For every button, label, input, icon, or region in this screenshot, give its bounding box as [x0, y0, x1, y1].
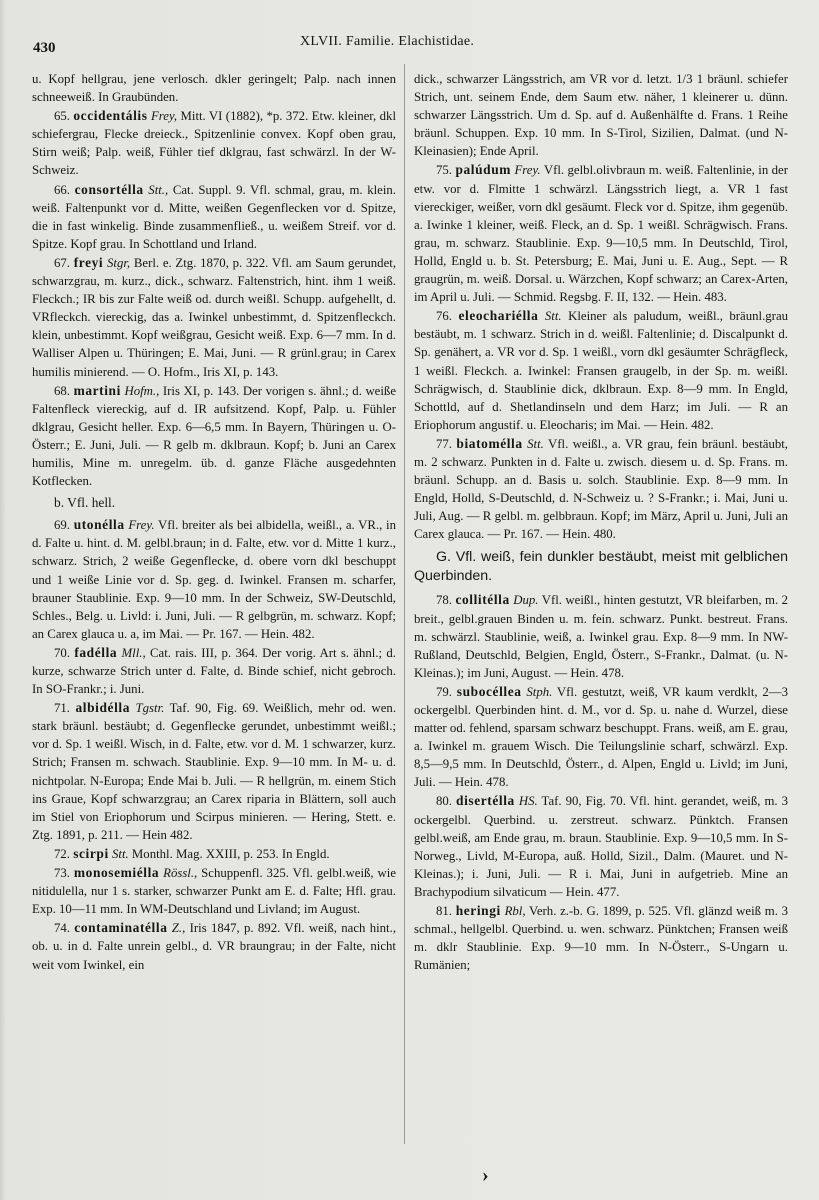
author-name: Frey,	[150, 109, 178, 124]
species-entry	[32, 699, 396, 844]
species-entry	[414, 591, 788, 681]
species-name: collitélla	[455, 592, 510, 608]
species-name: monosemiélla	[73, 865, 160, 881]
species-name: disertélla	[456, 793, 515, 809]
author-name: Stt.	[544, 309, 562, 324]
author-name: Stgr,	[107, 255, 131, 270]
species-entry	[32, 254, 396, 381]
species-name: consortélla	[74, 181, 144, 197]
author-name: Dup.	[513, 593, 539, 608]
author-name: Rbl,	[504, 904, 526, 919]
entry-number: 65.	[54, 109, 70, 124]
entry-text: Taf. 90, Fig. 70. Vfl. hint. gerandet, weiß, m. 3 ockergelbl. Querbind. u. zerstreut. schwarz. Pünktch. Fransen gelbl.weiß, am Ende grau, m. braun. Staublinie. Exp. 9—10,5 mm. In S-Norweg., Livld, M-Europa, auß. Holld, Sizil., Dalm. (Mauret. und N-Kleinas.); i. Juni, Juli. — R i. Mai, Juni in aufgetrieb. Mine an Brachypodium silvaticum — Hein. 477.	[414, 794, 789, 899]
entry-text: Vfl. weißl., hinten gestutzt, VR bleifarben, m. 2 breit., gelbl.grauen Binden u. m. fein. schwarz. Punkt. bestreut. Frans. m. schwärzl. Staublinie, weiß, a. Iwinkel grau. Exp. 8—9 mm. In NW-Rußland, Deutschld, Belgien, Engld, Österr., S-Frankr., Dalmat. (u. N-Kleinas.); im Juni, August. — Hein. 478.	[414, 593, 789, 680]
left-column	[32, 70, 396, 975]
species-name: eleochariélla	[458, 308, 539, 324]
entry-number: 67.	[54, 255, 70, 270]
entry-number: 79.	[436, 684, 452, 699]
species-entry	[414, 307, 788, 434]
page-number: 430	[33, 40, 56, 56]
species-entry	[32, 382, 396, 491]
running-title: XLVII. Familie. Elachistidae.	[300, 34, 475, 49]
entry-text: Cat. rais. III, p. 364. Der vorig. Art s. ähnl.; d. kurze, schwarze Strich unter d. Falte, d. Binde schief, nicht gebroch. In SO-Frankr.; i. Juni.	[32, 645, 396, 697]
author-name: Tgstr.	[135, 701, 165, 716]
entry-number: 73.	[54, 866, 70, 881]
species-entry	[414, 70, 788, 160]
entry-text: u. Kopf hellgrau, jene verlosch. dkler geringelt; Palp. nach innen schneeweiß. In Graubünden.	[32, 72, 396, 105]
author-name: HS.	[518, 794, 538, 809]
species-name: heringi	[455, 903, 501, 919]
species-entry	[32, 181, 396, 253]
species-name: fadélla	[74, 644, 118, 660]
entry-text: dick., schwarzer Längsstrich, am VR vor d. letzt. 1/3 1 bräunl. schiefer Strich, unt. seinem Ende, dem Saum etw. näher, 1 kleinerer u. dünn. schwarzer Längsstrich. Um d. Sp. auf d. Außenhälfte d. Frans. 1 Reihe bräunl. Schuppen. Exp. 10 mm. In S-Tirol, Sizilien, Dalmat. (und N-Kleinasien); Ende April.	[414, 72, 788, 159]
species-entry	[32, 516, 396, 643]
entry-text: Vfl. gestutzt, weiß, VR kaum verdklt, 2—3 ockergelbl. Querbinden hint. d. M., vor d. Sp. u. nahe d. Wurzel, diese matter od. fehlend, sparsam schwarz beschuppt. Frans. weiß, am E. grau, a. Iwinkel m. grauem Wisch. Die Teilungslinie scharf, schwärzl. Exp. 8,5—9,5 mm. In Deutschld, Österr., d. Alpen, Engld u. Livld; im Juni, Juli. — Hein. 478.	[414, 684, 788, 790]
column-divider	[404, 64, 405, 1144]
entry-number: 68.	[54, 383, 70, 398]
section-heading: G. Vfl. weiß, fein dunkler bestäubt, meist mit gelblichen Querbinden.	[414, 549, 788, 585]
author-name: Frey.	[128, 518, 155, 533]
entry-number: 81.	[436, 904, 452, 919]
species-entry	[32, 70, 396, 106]
species-name: utonélla	[73, 517, 125, 533]
author-name: Stph.	[526, 684, 553, 699]
species-entry	[32, 644, 396, 698]
entry-number: 69.	[54, 518, 70, 533]
entry-text: Mitt. VI (1882), *p. 372. Etw. kleiner, dkl schiefergrau, Flecke dreieck., Spitzenlinie convex. Kopf oben grau, Stirn weiß; Palp. weiß, Fühler tief dklgrau, fast schwärzl. In der W-Schweiz.	[32, 109, 396, 178]
species-name: palúdum	[455, 162, 511, 178]
entry-text: Berl. e. Ztg. 1870, p. 322. Vfl. am Saum gerundet, schwarzgrau, m. kurz., dick., schwarz. Faltenstrich, hint. ihm 1 weiß. Fleckch.; IR bis zur Falte weiß od. durch weißl. Schupp. aufgehellt, d. VRfleckch. viereckig, das a. Iwinkel unbestimmt, d. Spitzenfleckch. klein, unbestimmt. Kopf weißgrau, Gesicht weiß. Exp. 6—7 mm. In d. Walliser Alpen u. Thüringen; E. Mai, Juni. — R grünl.grau; in Carex humilis minierend. — O. Hofm., Iris XI, p. 143.	[32, 255, 397, 379]
entry-number: 75.	[436, 163, 452, 178]
species-name: contaminatélla	[74, 920, 168, 936]
entry-number: 70.	[54, 645, 70, 660]
species-entry	[414, 902, 788, 974]
entry-text: Vfl. weißl., a. VR grau, fein bräunl. bestäubt, m. 2 schwarz. Punkten in d. Falte u. zwisch. diesem u. d. Sp. Frans. m. bräunl. Schupp. an d. Basis u. solch. Staublinie. Exp. 8—9 mm. In Engld, Holld, S-Deutschld, d. N-Schweiz u. ? S-Frankr.; i. Mai, Juni u. Juli, Aug. — R gelbl. m. gelbbraun. Kopf; im März, April u. Juni, Juli an Carex glauca. — Pr. 167. — Hein. 480.	[414, 436, 788, 542]
species-entry	[414, 161, 788, 306]
author-name: Rössl.,	[163, 866, 198, 881]
entry-text: Monthl. Mag. XXIII, p. 253. In Engld.	[131, 846, 330, 861]
entry-number: 76.	[436, 309, 452, 324]
species-name: albidélla	[75, 700, 131, 716]
species-entry	[32, 107, 396, 179]
species-entry	[32, 845, 396, 863]
entry-number: 71.	[54, 701, 70, 716]
species-entry	[414, 683, 788, 792]
right-column	[414, 70, 788, 975]
entry-text: Vfl. gelbl.olivbraun m. weiß. Faltenlinie, in der etw. vor d. Flmitte 1 schwärzl. Längsstrich liegt, a. VR 1 fast viereckiger, weißer, vorn dkl gesäumt. Fleck vor d. Spitze, ihm gegenüb. a. Iwinke 1 kleiner, weiß. Fleck, an d. Sp. 1 weißl. Schrägwisch. Frans. grau, m. schwarz. Staublinie. Exp. 9—10,5 mm. In Deutschld, Tirol, Holld, Engld u. b. St. Petersburg; E. Mai, Juni u. E. Aug., Sept. — R graugrün, m. weiß. Dorsal. u. Wärzchen, Kopf schwarz; an Carex-Arten, im April u. Juli. — Schmid. Regsbg. F. II, 132. — Hein. 483.	[414, 163, 788, 305]
entry-number: 80.	[436, 794, 452, 809]
author-name: Hofm.,	[124, 383, 160, 398]
entry-number: 66.	[54, 182, 70, 197]
entry-text: Cat. Suppl. 9. Vfl. schmal, grau, m. klein. weiß. Faltenpunkt vor d. Mitte, weißen Gegenflecken vor d. Spitze, die in fast winkelig. Binde zusammenfließ., u. weißem Streif. vor d. Spitze. Kopf grau. In Schottland und Irland.	[32, 182, 397, 251]
signature-mark: ›	[482, 1164, 489, 1186]
section-heading: b. Vfl. hell.	[54, 495, 116, 511]
author-name: Stt.,	[148, 182, 169, 197]
entry-number: 77.	[436, 436, 452, 451]
entry-text: Iris XI, p. 143. Der vorigen s. ähnl.; d. weiße Faltenfleck viereckig, auf d. IR aufsitzend. Kopf, Palp. u. Fühler dklgrau, Gesicht heller. Exp. 6—6,5 mm. In Bayern, Thüringen u. O-Österr.; E. Juni, Juli. — R gelb m. dklbraun. Kopf; b. Juni an Carex humilis, Mine m. unregelm. üb. d. ganze Fläche ausgedehnten Kotflecken.	[32, 383, 397, 489]
entry-text: Verh. z.-b. G. 1899, p. 525. Vfl. glänzd weiß m. 3 schmal., hellgelbl. Querbind. u. wen. schwarz. Pünktchen; Fransen weiß m. dklr Staublinie. Exp. 9—10 mm. In N-Österr., S-Ungarn u. Rumänien;	[414, 904, 789, 973]
species-name: occidentális	[73, 108, 148, 124]
entry-text: Kleiner als paludum, weißl., bräunl.grau bestäubt, m. 1 schwarz. Strich in d. weißl. Faltenlinie; d. Discalpunkt d. Sp. genähert, a. VR vor d. Sp. 1 weißl., vorn dkl gesäumter Schrägfleck, 1 weißl. Fleckch. a. Iwinkel: Fransen graugelb, in der Sp. m. weißl. Schrägwisch, d. Staublinie dick, dklbraun. Exp. 8—9 mm. In Engld, Schottld, auf d. Shetlandinseln und dem Harz; im Juli. — R an Eriophorum angustif. u. Eleocharis; im Mai. — Hein. 482.	[414, 309, 789, 432]
entry-number: 78.	[436, 593, 452, 608]
entry-number: 74.	[54, 921, 70, 936]
species-entry	[32, 864, 396, 918]
species-name: martini	[73, 382, 121, 398]
entry-text: Taf. 90, Fig. 69. Weißlich, mehr od. wen. stark bräunl. bestäubt; d. Gegenflecke gerundet, unbestimmt weißl.; vor d. Sp. 1 weißl. Wisch, in d. Falte, etw. vor d. M. 1 schwarzer, kurz. Strich; Fransen m. schwach. Staublinie. Exp. 9—10 mm. In M- u. d. nichtpolar. N-Europa; Ende Mai b. Juli. — R hellgrün, m. einem Stich ins Graue, Kopf schwarzgrau; an Carex riparia in Blättern, soll auch im Stiel von Eriophorum und Scirpus minieren. — Hering, Stett. e. Ztg. 1891, p. 211. — Hein 482.	[32, 701, 397, 842]
species-name: subocéllea	[456, 683, 522, 699]
species-entry	[32, 919, 396, 973]
species-entry	[414, 792, 788, 901]
species-entry	[414, 435, 788, 544]
entry-number: 72.	[54, 846, 70, 861]
species-name: freyi	[73, 254, 104, 270]
entry-text: Schuppenfl. 325. Vfl. gelbl.weiß, wie nitidulella, nur 1 s. starker, schwarzer Punkt am E. d. Falte; Hfl. grau. Exp. 10—11 mm. In WM-Deutschland und Livland; im August.	[32, 866, 397, 917]
author-name: Stt.	[112, 846, 129, 861]
species-name: scirpi	[73, 845, 109, 861]
author-name: Mll.,	[121, 645, 146, 660]
species-name: biatomélla	[456, 435, 523, 451]
author-name: Frey.	[514, 163, 541, 178]
entry-text: Vfl. breiter als bei albidella, weißl., a. VR., in d. Falte u. hint. d. M. gelbl.braun; in d. Falte, etw. vor d. Mitte 1 kurz., schwarz. Strich, 2 weiße Gegenflecke, d. obere vorn dkl beschuppt und 1 weiße Linie vor d. Sp. geg. d. Iwinkel. Fransen m. scharfer, brauner Staublinie. Exp. 9—10 mm. In der Schweiz, SW-Deutschld, Schles., Belg. u. Livld: i. Juni, Juli. — R gelbgrün, m. schwarz. Kopf; an Carex glauca u. a, im Mai. — Pr. 167. — Hein. 482.	[32, 518, 396, 641]
author-name: Z.,	[171, 921, 186, 936]
author-name: Stt.	[527, 436, 544, 451]
entry-text: Iris 1847, p. 892. Vfl. weiß, nach hint., ob. u. in d. Falte unrein gelbl., d. VR braungrau; in der Falte, nicht weit vom Iwinkel, ein	[32, 921, 397, 972]
